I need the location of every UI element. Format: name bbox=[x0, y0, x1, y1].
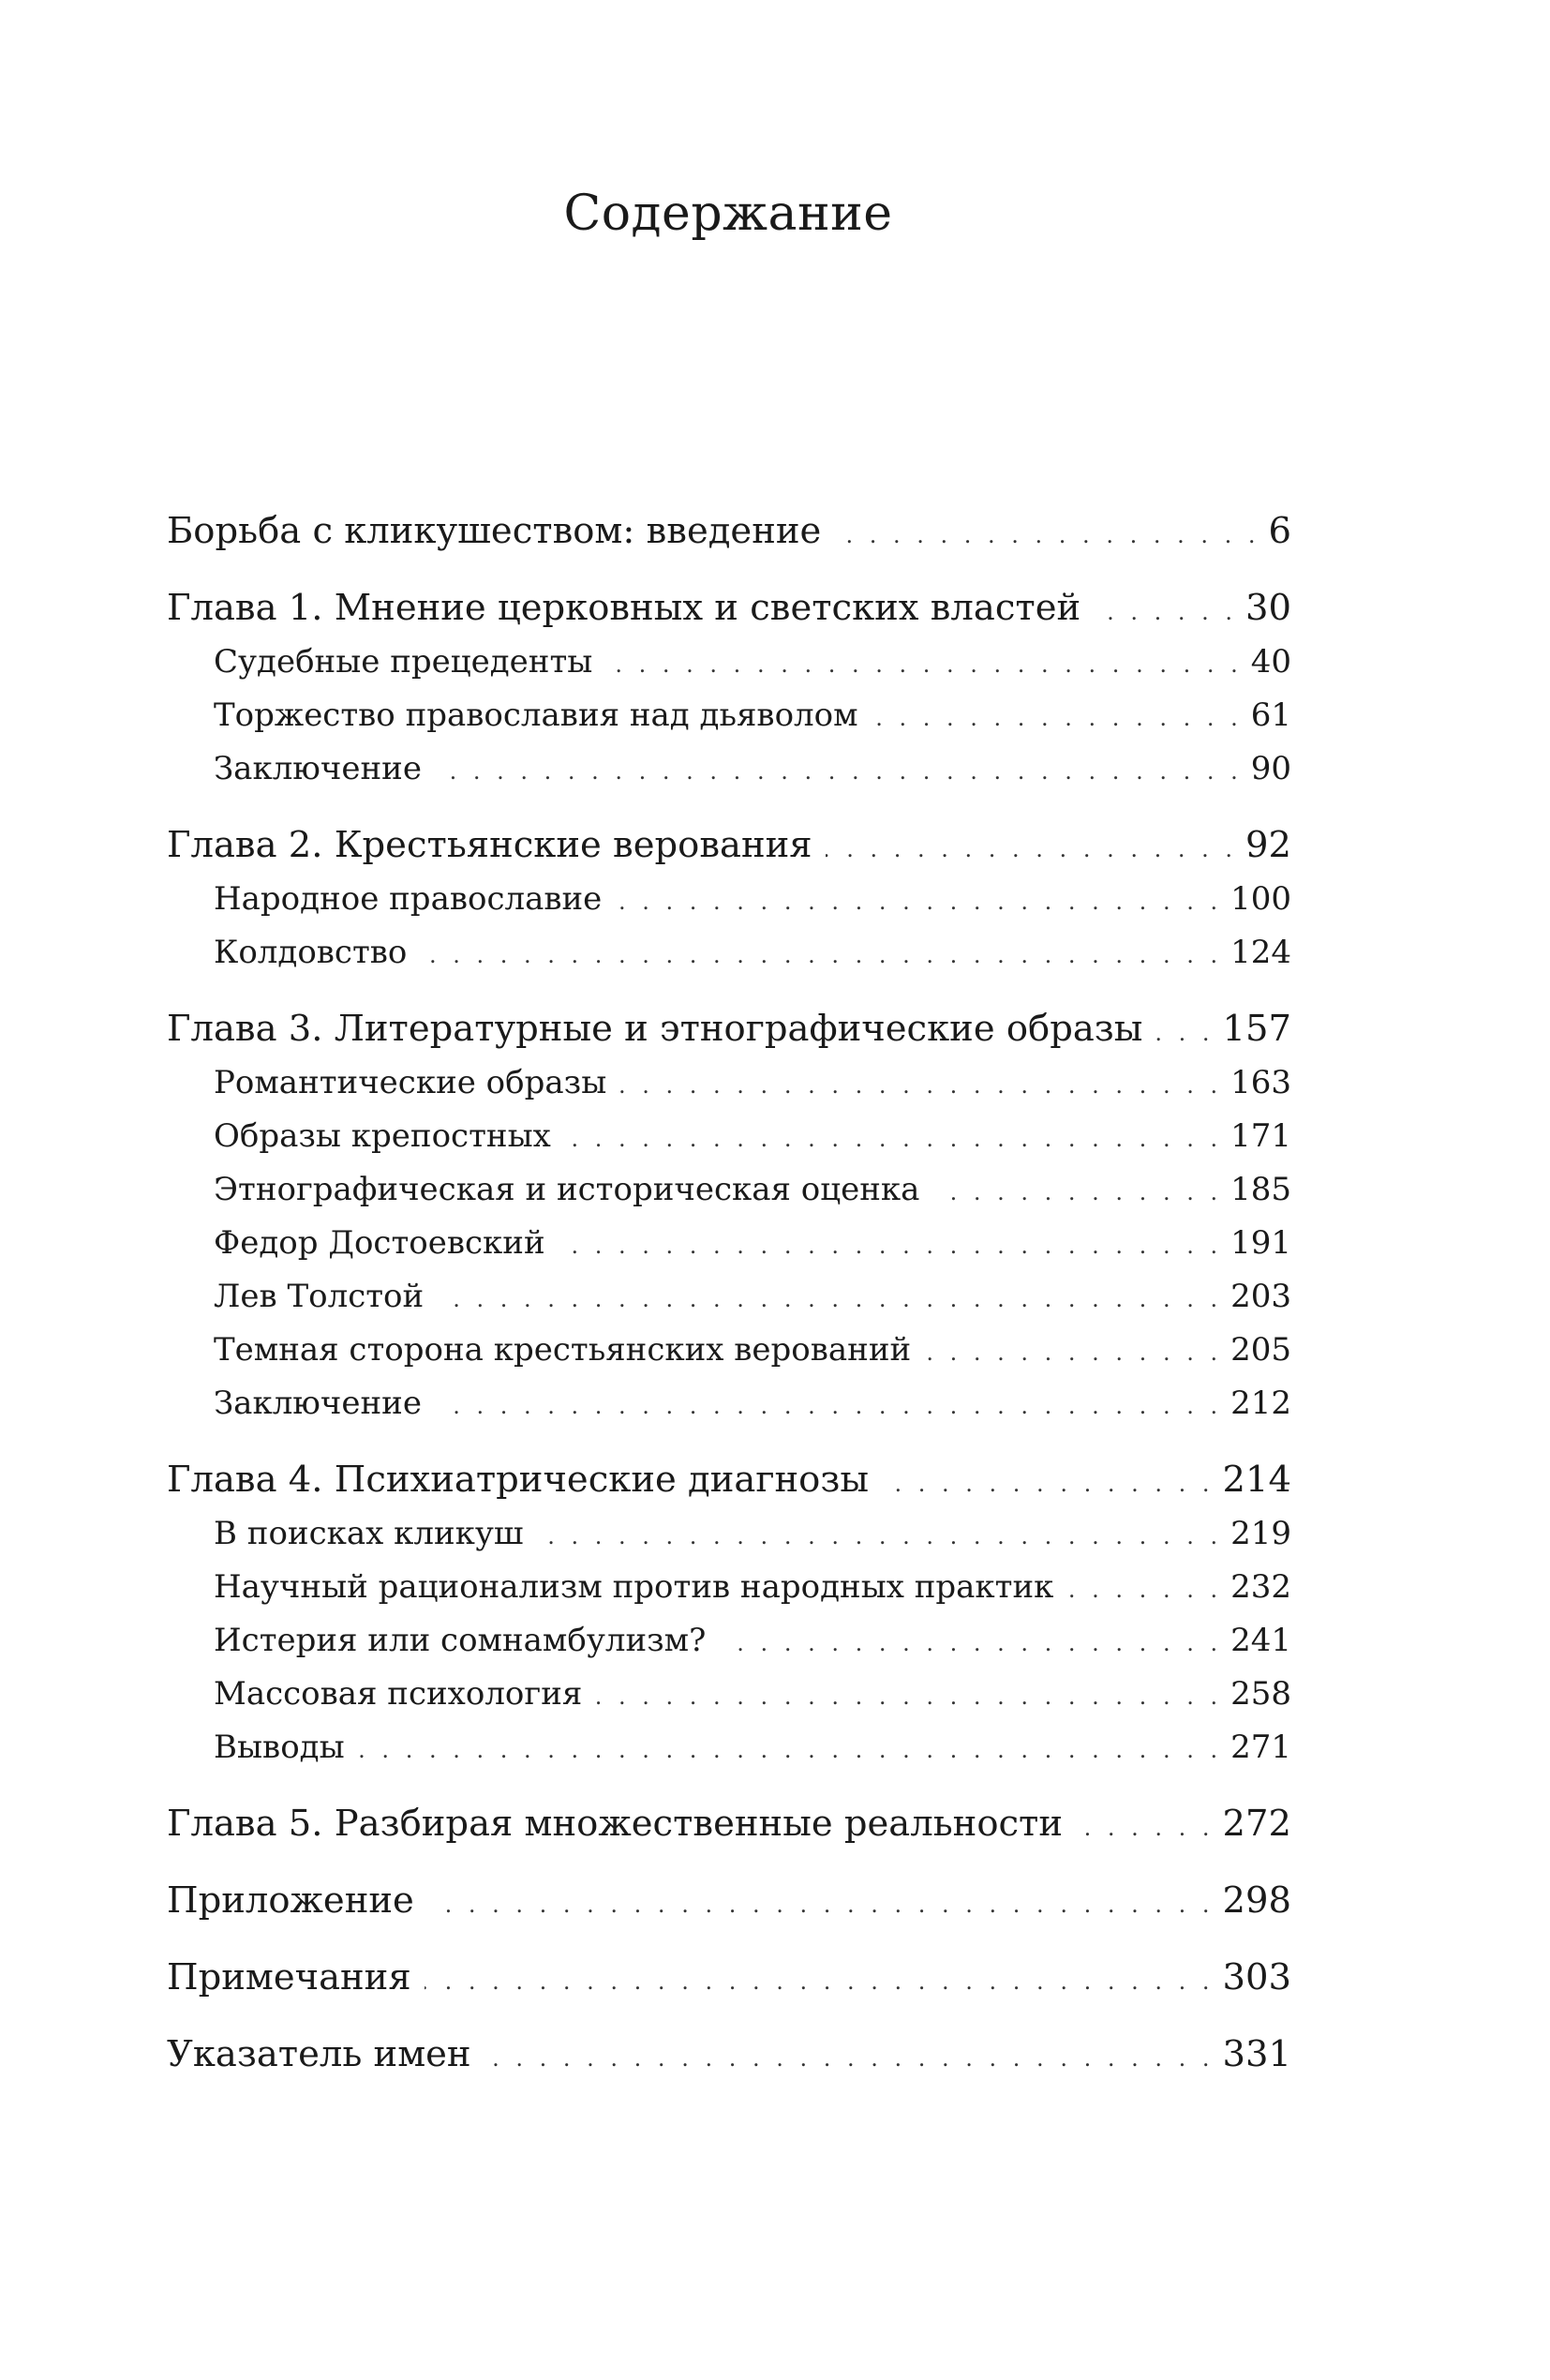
toc-entry-title: Глава 5. Разбирая множественные реальности bbox=[167, 1803, 1064, 1845]
toc-page-number: 40 bbox=[1250, 643, 1291, 681]
toc-entry-title: Романтические образы bbox=[214, 1064, 607, 1101]
toc-section-entry[interactable] bbox=[167, 1270, 1291, 1324]
toc-page-number: 203 bbox=[1230, 1278, 1291, 1315]
toc-entry-title: Глава 1. Мнение церковных и светских властей bbox=[167, 587, 1081, 629]
toc-chapter-entry[interactable] bbox=[167, 818, 1291, 873]
toc-chapter-entry[interactable] bbox=[167, 1951, 1291, 2005]
toc-section-entry[interactable] bbox=[167, 1163, 1291, 1217]
toc-entry-title: Борьба с кликушеством: введение bbox=[167, 510, 822, 552]
toc-section-entry[interactable] bbox=[167, 1668, 1291, 1721]
toc-chapter-entry[interactable] bbox=[167, 1002, 1291, 1056]
toc-entry-title: Научный рационализм против народных практик bbox=[214, 1568, 1054, 1606]
toc-entry-title: Глава 2. Крестьянские верования bbox=[167, 824, 812, 866]
dot-leader bbox=[484, 2031, 1210, 2086]
toc-page-number: 191 bbox=[1230, 1224, 1291, 1262]
toc-page-number: 6 bbox=[1268, 510, 1291, 552]
dot-leader bbox=[420, 929, 1217, 982]
dot-leader bbox=[425, 1954, 1210, 2009]
dot-leader bbox=[1076, 1801, 1209, 1855]
toc-section-entry[interactable] bbox=[167, 1721, 1291, 1774]
toc-page-number: 163 bbox=[1230, 1064, 1291, 1101]
toc-chapter-entry[interactable] bbox=[167, 1874, 1291, 1928]
toc-entry-title: Судебные прецеденты bbox=[214, 643, 593, 681]
toc-entry-title: Федор Достоевский bbox=[214, 1224, 545, 1262]
toc-page-number: 298 bbox=[1222, 1879, 1291, 1922]
dot-leader bbox=[358, 1724, 1217, 1777]
dot-leader bbox=[1066, 1564, 1217, 1617]
dot-leader bbox=[932, 1166, 1217, 1220]
toc-entry-title: Примечания bbox=[167, 1956, 411, 1998]
toc-page-number: 241 bbox=[1230, 1622, 1291, 1659]
toc-section-entry[interactable] bbox=[167, 873, 1291, 926]
dot-leader bbox=[435, 745, 1238, 799]
toc-entry-title: В поисках кликуш bbox=[214, 1515, 524, 1552]
toc-section-entry[interactable] bbox=[167, 1056, 1291, 1110]
toc-chapter-entry[interactable] bbox=[167, 2028, 1291, 2082]
toc-section-entry[interactable] bbox=[167, 1561, 1291, 1614]
dot-leader bbox=[435, 1380, 1217, 1433]
toc-entry-title: Глава 3. Литературные и этнографические образы bbox=[167, 1008, 1143, 1050]
toc-section-entry[interactable] bbox=[167, 926, 1291, 980]
toc-section-entry[interactable] bbox=[167, 689, 1291, 742]
dot-leader bbox=[615, 876, 1217, 929]
toc-entry-title: Торжество православия над дьяволом bbox=[214, 696, 858, 734]
toc-section-entry[interactable] bbox=[167, 1217, 1291, 1270]
page-title: Содержание bbox=[563, 186, 893, 242]
toc-entry-title: Выводы bbox=[214, 1729, 345, 1766]
toc-section-entry[interactable] bbox=[167, 1614, 1291, 1668]
toc-page-number: 232 bbox=[1230, 1568, 1291, 1606]
dot-leader bbox=[595, 1670, 1217, 1724]
toc-section-entry[interactable] bbox=[167, 1110, 1291, 1163]
toc-page-number: 61 bbox=[1250, 696, 1291, 734]
toc-entry-title: Заключение bbox=[214, 750, 422, 787]
toc-entry-title: Этнографическая и историческая оценка bbox=[214, 1171, 920, 1208]
toc-entry-title: Лев Толстой bbox=[214, 1278, 425, 1315]
dot-leader bbox=[605, 638, 1237, 692]
table-of-contents bbox=[167, 504, 1291, 2082]
dot-leader bbox=[872, 692, 1238, 745]
toc-page-number: 212 bbox=[1230, 1385, 1291, 1422]
toc-section-entry[interactable] bbox=[167, 636, 1291, 689]
toc-page-number: 219 bbox=[1230, 1515, 1291, 1552]
dot-leader bbox=[437, 1273, 1217, 1326]
toc-page-number: 100 bbox=[1230, 880, 1291, 918]
dot-leader bbox=[427, 1878, 1210, 1932]
toc-entry-title: Колдовство bbox=[214, 934, 408, 971]
toc-chapter-entry[interactable] bbox=[167, 504, 1291, 559]
dot-leader bbox=[826, 822, 1232, 876]
toc-page-number: 92 bbox=[1245, 824, 1291, 866]
dot-leader bbox=[834, 508, 1255, 562]
dot-leader bbox=[1094, 585, 1232, 639]
toc-page-number: 331 bbox=[1222, 2033, 1291, 2075]
toc-section-entry[interactable] bbox=[167, 742, 1291, 796]
toc-page-number: 171 bbox=[1230, 1117, 1291, 1155]
toc-section-entry[interactable] bbox=[167, 1377, 1291, 1430]
toc-page-number: 30 bbox=[1245, 587, 1291, 629]
toc-entry-title: Указатель имен bbox=[167, 2033, 471, 2075]
toc-page-number: 205 bbox=[1230, 1331, 1291, 1369]
toc-entry-title: Приложение bbox=[167, 1879, 414, 1922]
dot-leader bbox=[882, 1457, 1210, 1511]
dot-leader bbox=[619, 1059, 1217, 1113]
toc-entry-title: Народное православие bbox=[214, 880, 603, 918]
toc-section-entry[interactable] bbox=[167, 1507, 1291, 1561]
toc-entry-title: Истерия или сомнамбулизм? bbox=[214, 1622, 707, 1659]
dot-leader bbox=[559, 1220, 1217, 1273]
toc-entry-title: Заключение bbox=[214, 1385, 422, 1422]
toc-chapter-entry[interactable] bbox=[167, 1453, 1291, 1507]
toc-page-number: 214 bbox=[1222, 1459, 1291, 1501]
toc-chapter-entry[interactable] bbox=[167, 1797, 1291, 1851]
toc-page-number: 303 bbox=[1222, 1956, 1291, 1998]
toc-page-number: 271 bbox=[1230, 1729, 1291, 1766]
toc-page-number: 185 bbox=[1230, 1171, 1291, 1208]
dot-leader bbox=[924, 1326, 1217, 1380]
toc-page-number: 258 bbox=[1230, 1675, 1291, 1713]
toc-page-number: 157 bbox=[1222, 1008, 1291, 1050]
dot-leader bbox=[1155, 1006, 1209, 1060]
dot-leader bbox=[719, 1617, 1217, 1670]
toc-entry-title: Массовая психология bbox=[214, 1675, 583, 1713]
toc-entry-title: Образы крепостных bbox=[214, 1117, 551, 1155]
toc-page-number: 272 bbox=[1222, 1803, 1291, 1845]
toc-chapter-entry[interactable] bbox=[167, 581, 1291, 636]
toc-section-entry[interactable] bbox=[167, 1324, 1291, 1377]
toc-page-number: 124 bbox=[1230, 934, 1291, 971]
toc-entry-title: Темная сторона крестьянских верований bbox=[214, 1331, 912, 1369]
toc-page-number: 90 bbox=[1250, 750, 1291, 787]
toc-entry-title: Глава 4. Психиатрические диагнозы bbox=[167, 1459, 869, 1501]
dot-leader bbox=[537, 1510, 1218, 1564]
dot-leader bbox=[564, 1113, 1217, 1166]
